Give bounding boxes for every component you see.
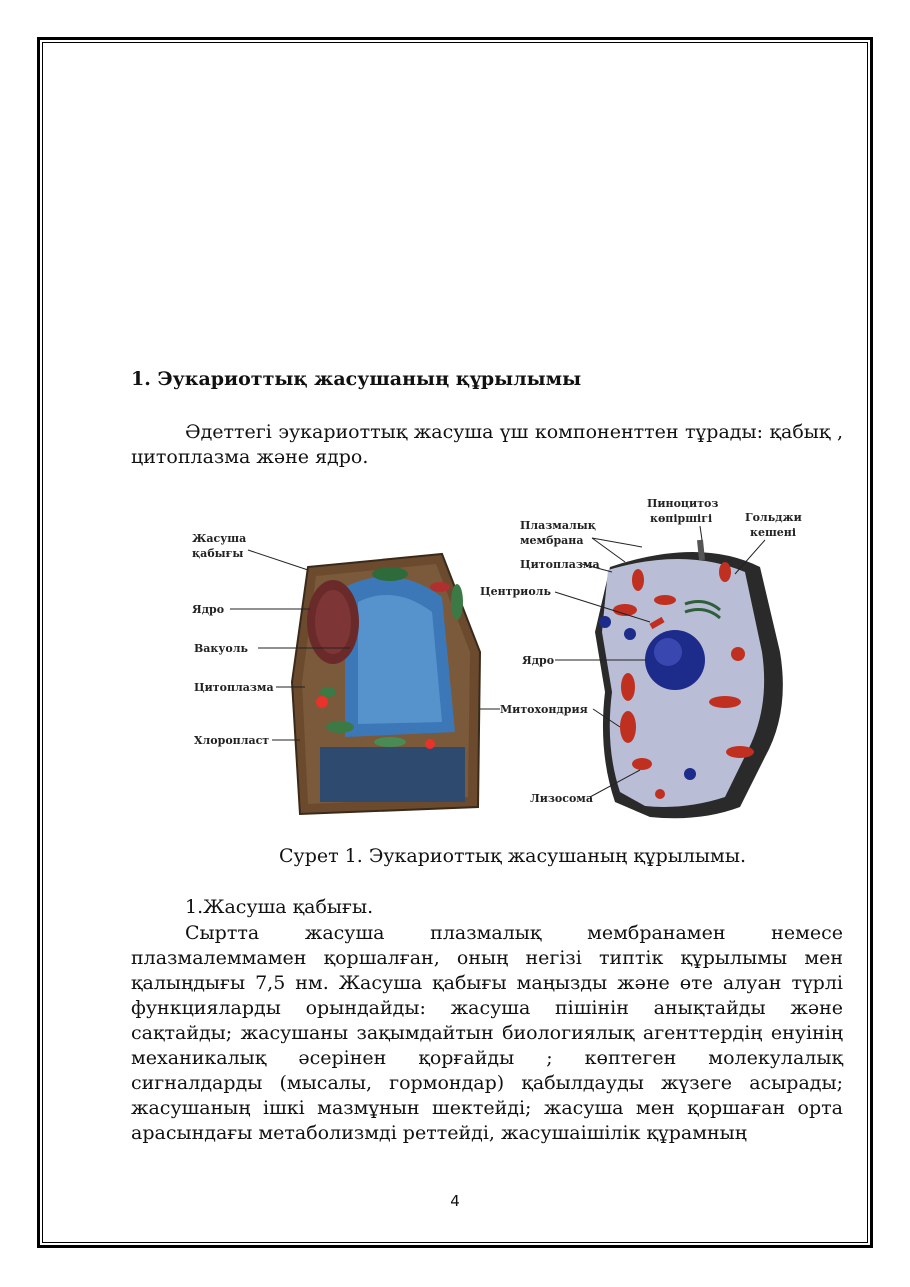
figure-caption: Сурет 1. Эукариоттық жасушаның құрылымы. <box>278 845 746 867</box>
intro-paragraph: Әдеттегі эукариоттық жасуша үш компоненттен тұрады: қабық , цитоплазма және ядро. <box>131 421 843 468</box>
plant-cell-illustration <box>292 554 480 814</box>
section-heading: 1. Эукариоттық жасушаның құрылымы <box>131 368 582 390</box>
label-pinocytosis-line2: көпіршігі <box>650 512 713 525</box>
page-number: 4 <box>450 1192 460 1210</box>
label-cytoplasm-animal: Цитоплазма <box>520 558 600 571</box>
label-cell-wall-line1: Жасуша <box>192 532 247 545</box>
label-nucleus-plant: Ядро <box>192 603 225 616</box>
cell-structure-figure <box>180 492 820 822</box>
label-pinocytosis-line1: Пиноцитоз <box>647 497 719 510</box>
label-plasma-membrane-line1: Плазмалық <box>520 519 596 532</box>
body-paragraph: Сыртта жасуша плазмалық мембранамен немесе плазмалеммамен қоршалған, оның негізі типтік құрылымы мен қалыңдығы 7,5 нм. Жасуша қабығы маңызды және өте алуан түрлі функцияларды орындайды: жасуша пішінін анықтайды және сақтайды; жасушаны зақымдайтын биологиялық агенттердің енуінің механикалық әсерінен қорғайды ; көптеген молекулалық сигналдарды (мысалы, гормондар) қабылдауды жүзеге асырады; жасушаның ішкі мазмұнын шектейді; жасуша мен қоршаған орта арасындағы метаболизмді реттейді, жасушаішілік құрамның <box>131 922 843 1144</box>
label-cytoplasm-plant: Цитоплазма <box>194 681 274 694</box>
label-centriole: Центриоль <box>480 585 551 598</box>
label-cell-wall-line2: қабығы <box>192 547 244 560</box>
label-mitochondria: Митохондрия <box>500 703 588 716</box>
label-vacuole: Вакуоль <box>194 642 248 655</box>
label-golgi-line1: Гольджи <box>745 511 802 524</box>
subsection-heading: 1.Жасуша қабығы. <box>185 896 374 918</box>
animal-cell-illustration <box>595 540 783 818</box>
label-chloroplast: Хлоропласт <box>194 734 270 747</box>
label-lysosome: Лизосома <box>530 792 593 805</box>
label-plasma-membrane-line2: мембрана <box>520 534 584 547</box>
label-nucleus-animal: Ядро <box>522 654 555 667</box>
label-golgi-line2: кешені <box>750 526 796 539</box>
